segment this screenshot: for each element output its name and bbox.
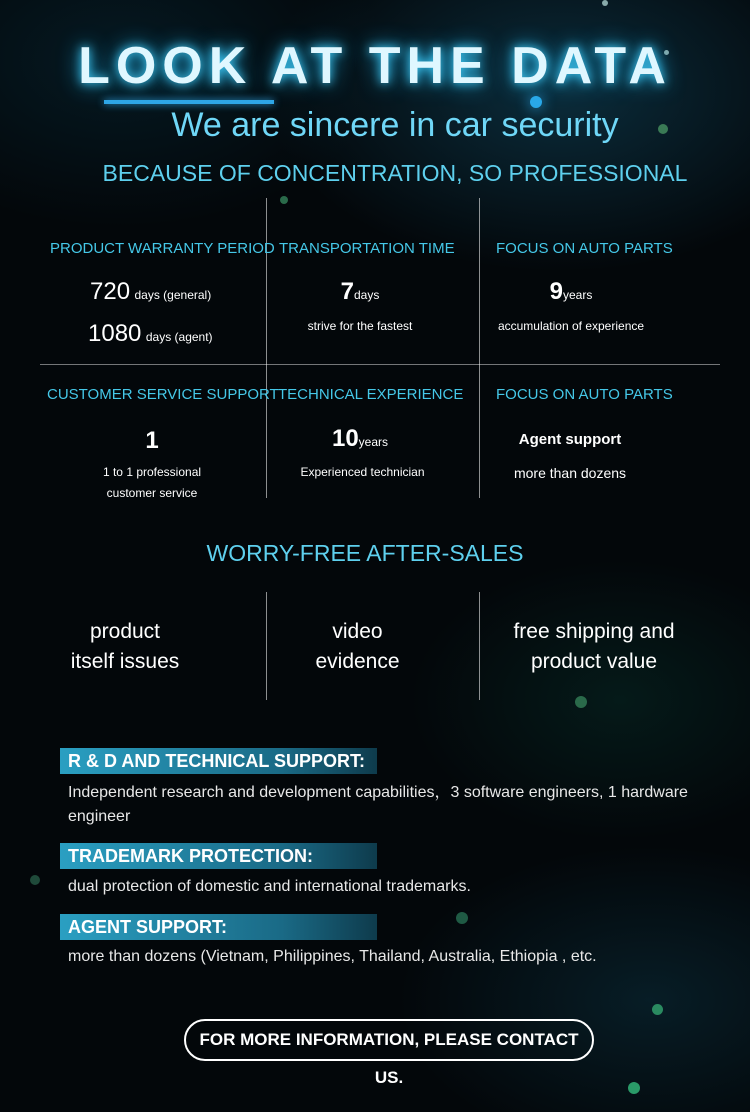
stat-heading: FOCUS ON AUTO PARTS — [496, 386, 673, 403]
section-text: dual protection of domestic and international trademarks. — [68, 878, 471, 895]
section-text: Independent research and development capabilities，3 software engineers, 1 hardware engineer — [68, 784, 688, 825]
stat-heading: TECHNICAL EXPERIENCE — [278, 386, 464, 403]
after-sales-item-line: evidence — [315, 650, 400, 673]
after-sales-item-line: itself issues — [70, 650, 180, 673]
page-subtitle: We are sincere in car security — [171, 106, 619, 144]
section-title: R & D AND TECHNICAL SUPPORT: — [60, 748, 377, 774]
section-title: AGENT SUPPORT: — [60, 914, 377, 940]
after-sales-divider — [479, 592, 480, 700]
stat-unit: years — [358, 435, 389, 449]
after-sales-item-line: free shipping and — [513, 620, 675, 643]
stat-note: more than dozens — [513, 465, 627, 481]
stat-value-row — [260, 278, 460, 306]
stat-value: 1 — [145, 427, 159, 454]
after-sales-item — [30, 617, 220, 677]
stat-value: 1080 — [88, 320, 142, 347]
stat-value-row — [88, 320, 213, 348]
stat-unit: years — [563, 288, 593, 302]
stat-note: 1 to 1 professional — [102, 465, 202, 479]
stat-unit: days (general) — [134, 288, 212, 302]
stat-heading: FOCUS ON AUTO PARTS — [496, 240, 673, 257]
decorative-dot — [628, 1082, 640, 1094]
after-sales-item-line: video — [332, 620, 383, 643]
stat-value-row — [260, 425, 460, 453]
stat-note: customer service — [106, 486, 198, 500]
stat-heading: TRANSPORTATION TIME — [279, 240, 455, 257]
stat-note: strive for the fastest — [307, 319, 413, 333]
stat-value: 720 — [90, 278, 131, 305]
decorative-dot — [575, 696, 587, 708]
section-text: more than dozens (Vietnam, Philippines, Thailand, Australia, Ethiopia , etc. — [68, 948, 597, 965]
decorative-dot — [30, 875, 40, 885]
stat-note: accumulation of experience — [497, 319, 645, 333]
after-sales-item — [489, 617, 699, 677]
stat-unit: days (agent) — [145, 330, 213, 344]
stat-value-row — [90, 278, 211, 306]
decorative-dot — [456, 912, 468, 924]
grid-divider — [479, 198, 480, 498]
section-title: TRADEMARK PROTECTION: — [60, 843, 377, 869]
after-sales-title: WORRY-FREE AFTER-SALES — [206, 540, 524, 566]
stat-heading: PRODUCT WARRANTY PERIOD — [50, 240, 275, 257]
stat-value-row — [471, 278, 671, 306]
stat-heading: CUSTOMER SERVICE SUPPORT — [47, 386, 279, 403]
page-tagline: BECAUSE OF CONCENTRATION, SO PROFESSIONAL — [102, 160, 688, 186]
stat-value: Agent support — [518, 431, 622, 448]
after-sales-item-line: product value — [530, 650, 658, 673]
after-sales-item — [260, 617, 455, 677]
stat-value: 7 — [340, 278, 354, 305]
title-underline — [104, 100, 274, 104]
decorative-dot — [652, 1004, 663, 1015]
stat-value: 9 — [549, 278, 563, 305]
page-title: LOOK AT THE DATA — [78, 37, 672, 95]
grid-divider — [40, 364, 720, 365]
decorative-dot — [602, 0, 608, 6]
stat-note: Experienced technician — [300, 465, 425, 479]
stat-value: 10 — [331, 425, 359, 452]
stat-unit: days — [354, 288, 380, 302]
contact-button[interactable]: FOR MORE INFORMATION, PLEASE CONTACT US. — [184, 1019, 594, 1061]
decorative-dot — [280, 196, 288, 204]
after-sales-item-line: product — [89, 620, 161, 643]
